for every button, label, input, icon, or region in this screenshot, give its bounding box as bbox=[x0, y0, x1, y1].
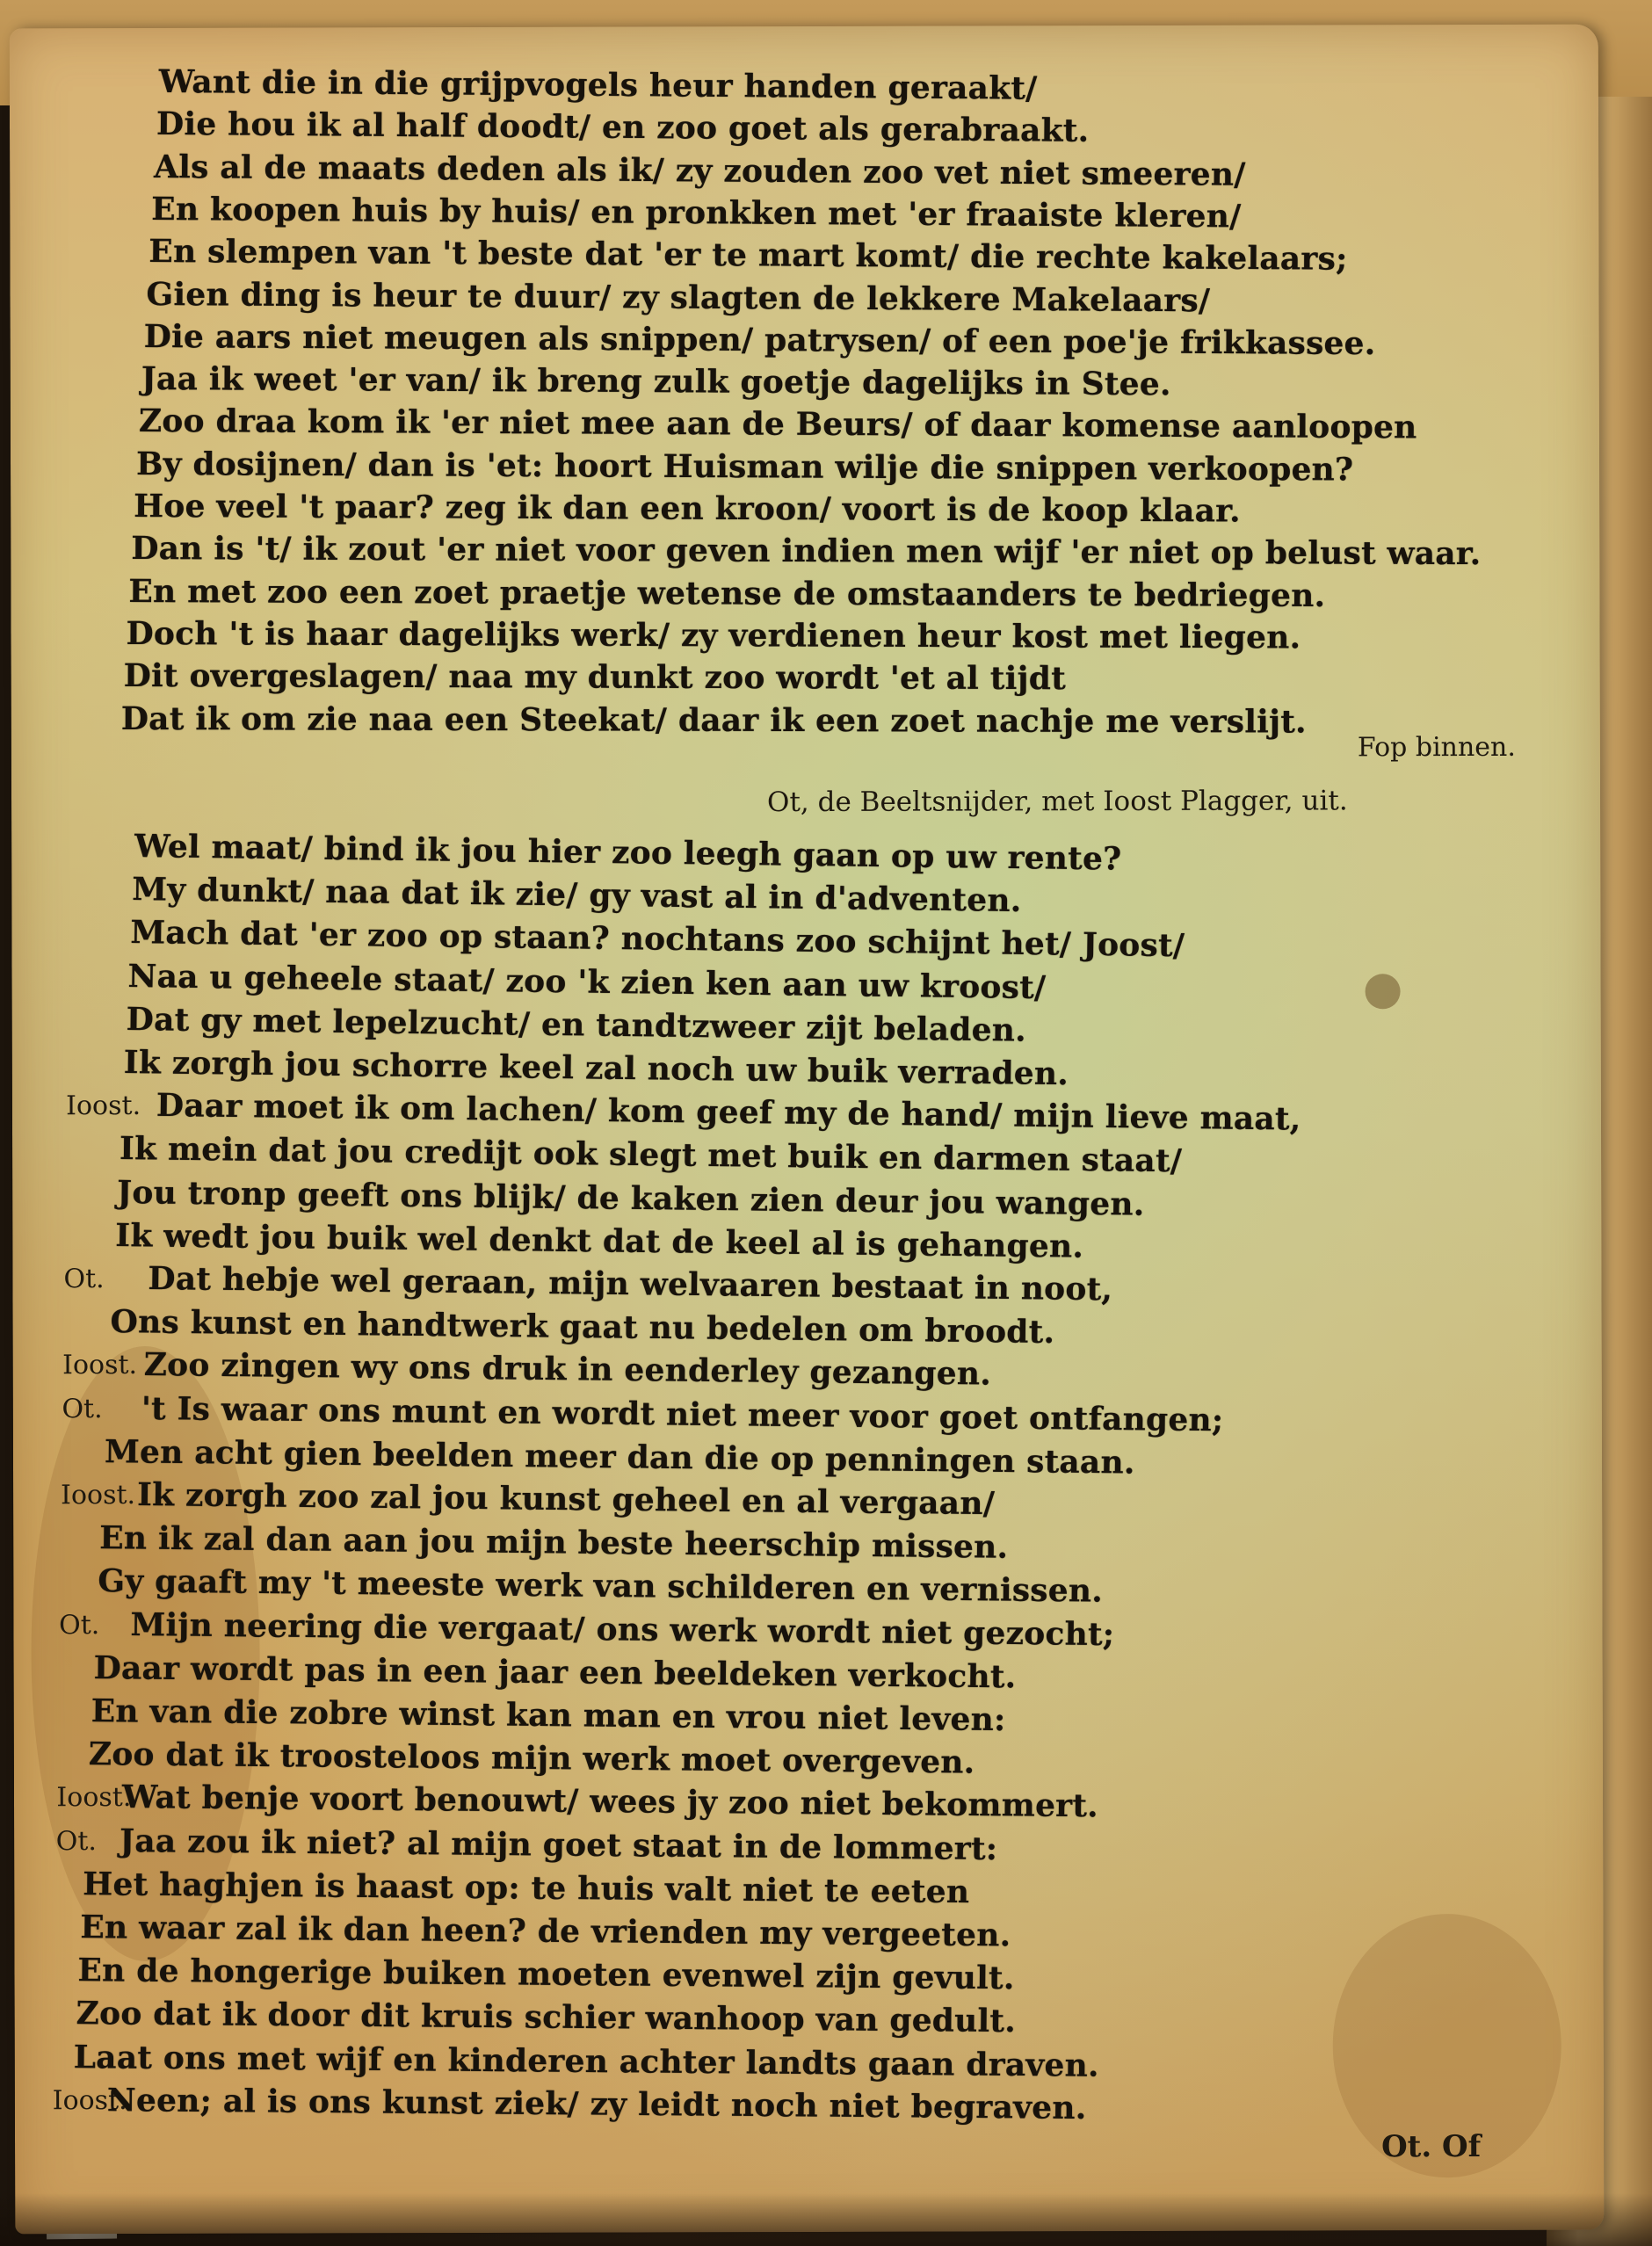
catchword: Ot. Of bbox=[1380, 2128, 1482, 2165]
dialogue-line: Gy gaaft my 't meeste werk van schilderen en vernissen. bbox=[97, 1562, 1103, 1611]
dialogue-line: Dat gy met lepelzucht/ en tandtzweer zijt beladen. bbox=[126, 1000, 1026, 1049]
verse-line: Dat ik om zie naa een Steekat/ daar ik een zoet nachje me verslijt. bbox=[120, 699, 1307, 741]
speaker-label: Ot. bbox=[62, 1393, 103, 1424]
scene-heading: Ot, de Beeltsnijder, met Ioost Plagger, uit. bbox=[766, 785, 1348, 819]
dialogue-line: Daar wordt pas in een jaar een beeldeken verkocht. bbox=[92, 1648, 1017, 1696]
dialogue-line: Mijn neering die vergaat/ ons werk wordt niet gezocht; bbox=[130, 1605, 1115, 1653]
dialogue-line: My dunkt/ naa dat ik zie/ gy vast al in d'adventen. bbox=[132, 871, 1023, 920]
verse-line: En slempen van 't beste dat 'er te mart komt/ die rechte kakelaars; bbox=[149, 233, 1348, 278]
dialogue-line: En van die zobre winst kan man en vrou niet leven: bbox=[91, 1692, 1006, 1739]
dialogue-line: Men acht gien beelden meer dan die op penningen staan. bbox=[104, 1432, 1135, 1482]
verse-line: En koopen huis by huis/ en pronkken met 'er fraaiste kleren/ bbox=[151, 190, 1242, 235]
verse-line: Hoe veel 't paar? zeg ik dan een kroon/ voort is de koop klaar. bbox=[134, 488, 1241, 530]
dialogue-line: Laat ons met wijf en kinderen achter landts gaan draven. bbox=[73, 2038, 1100, 2084]
speaker-label: Ioost. bbox=[62, 1350, 138, 1381]
dialogue-line: En de hongerige buiken moeten evenwel zijn gevult. bbox=[77, 1952, 1016, 1997]
verse-line: Zoo draa kom ik 'er niet mee aan de Beurs/ of daar komense aanloopen bbox=[138, 402, 1417, 446]
dialogue-line: Mach dat 'er zoo op staan? nochtans zoo schijnt het/ Joost/ bbox=[129, 914, 1185, 965]
dialogue-line: Wel maat/ bind ik jou hier zoo leegh gaan op uw rente? bbox=[134, 828, 1122, 878]
dialogue-line: Zoo zingen wy ons druk in eenderley gezangen. bbox=[143, 1346, 992, 1393]
speaker-label: Ioost. bbox=[61, 1480, 136, 1511]
dialogue-line: Neen; al is ons kunst ziek/ zy leidt noch niet begraven. bbox=[106, 2081, 1087, 2126]
dialogue-line: Jaa zou ik niet? al mijn goet staat in de lommert: bbox=[120, 1822, 998, 1867]
dialogue-line: En ik zal dan aan jou mijn beste heerschip missen. bbox=[99, 1519, 1009, 1566]
verse-line: Dit overgeslagen/ naa my dunkt zoo wordt 'et al tijdt bbox=[123, 657, 1067, 698]
speaker-label: Ot. bbox=[63, 1264, 105, 1295]
dialogue-line: Ik mein dat jou credijt ook slegt met buik en darmen staat/ bbox=[119, 1130, 1183, 1180]
speaker-label: Ioost. bbox=[56, 1782, 132, 1814]
bottom-shadow bbox=[0, 2193, 1652, 2246]
dialogue-line: Het haghjen is haast op: te huis valt niet te eeten bbox=[82, 1865, 969, 1910]
dialogue-line: Naa u geheele staat/ zoo 'k zien ken aan uw kroost/ bbox=[127, 957, 1047, 1006]
verse-line: Dan is 't/ ik zout 'er niet voor geven indien men wijf 'er niet op belust waar. bbox=[131, 530, 1482, 573]
verse-line: Gien ding is heur te duur/ zy slagten de lekkere Makelaars/ bbox=[146, 275, 1211, 319]
dialogue-line: Zoo dat ik troosteloos mijn werk moet overgeven. bbox=[89, 1735, 975, 1781]
exit-note: Fop binnen. bbox=[1357, 731, 1516, 764]
dialogue-line: Zoo dat ik door dit kruis schier wanhoop van gedult. bbox=[76, 1995, 1016, 2040]
book-page bbox=[10, 25, 1605, 2235]
verse-line: Die aars niet meugen als snippen/ patrysen/ of een poe'je frikkassee. bbox=[143, 317, 1376, 362]
dialogue-line: Wat benje voort benouwt/ wees jy zoo niet bekommert. bbox=[121, 1779, 1098, 1825]
dialogue-line: 't Is waar ons munt en wordt niet meer voor goet ontfangen; bbox=[141, 1389, 1224, 1438]
verse-line: Als al de maats deden als ik/ zy zouden zoo vet niet smeeren/ bbox=[153, 148, 1246, 193]
speaker-label: Ot. bbox=[59, 1609, 100, 1641]
speaker-label: Ioost. bbox=[52, 2084, 127, 2117]
dialogue-line: Daar moet ik om lachen/ kom geef my de hand/ mijn lieve maat, bbox=[156, 1087, 1302, 1138]
dialogue-line: Ik zorgh zoo zal jou kunst geheel en al vergaan/ bbox=[136, 1475, 996, 1523]
speaker-label: Ot. bbox=[55, 1825, 97, 1857]
verse-line: Want die in die grijpvogels heur handen geraakt/ bbox=[158, 62, 1038, 107]
dialogue-line: En waar zal ik dan heen? de vrienden my vergeeten. bbox=[80, 1909, 1011, 1954]
verse-line: Doch 't is haar dagelijks werk/ zy verdienen heur kost met liegen. bbox=[126, 614, 1301, 656]
dialogue-line: Jou tronp geeft ons blijk/ de kaken zien deur jou wangen. bbox=[117, 1173, 1145, 1223]
dialogue-line: Dat hebje wel geraan, mijn welvaaren bestaat in noot, bbox=[148, 1259, 1113, 1308]
page-text bbox=[10, 25, 1605, 2235]
verse-line: En met zoo een zoet praetje wetense de omstaanders te bedriegen. bbox=[128, 572, 1326, 614]
speaker-label: Ioost. bbox=[66, 1090, 141, 1122]
verse-line: By dosijnen/ dan is 'et: hoort Huisman wilje die snippen verkoopen? bbox=[135, 445, 1354, 489]
verse-line: Jaa ik weet 'er van/ ik breng zulk goetje dagelijks in Stee. bbox=[141, 360, 1171, 403]
dialogue-line: Ons kunst en handtwerk gaat nu bedelen om broodt. bbox=[110, 1303, 1055, 1351]
dialogue-line: Ik zorgh jou schorre keel zal noch uw buik verraden. bbox=[123, 1044, 1069, 1093]
verse-line: Die hou ik al half doodt/ en zoo goet als gerabraakt. bbox=[156, 105, 1090, 150]
dialogue-line: Ik wedt jou buik wel denkt dat de keel al is gehangen. bbox=[114, 1216, 1083, 1265]
